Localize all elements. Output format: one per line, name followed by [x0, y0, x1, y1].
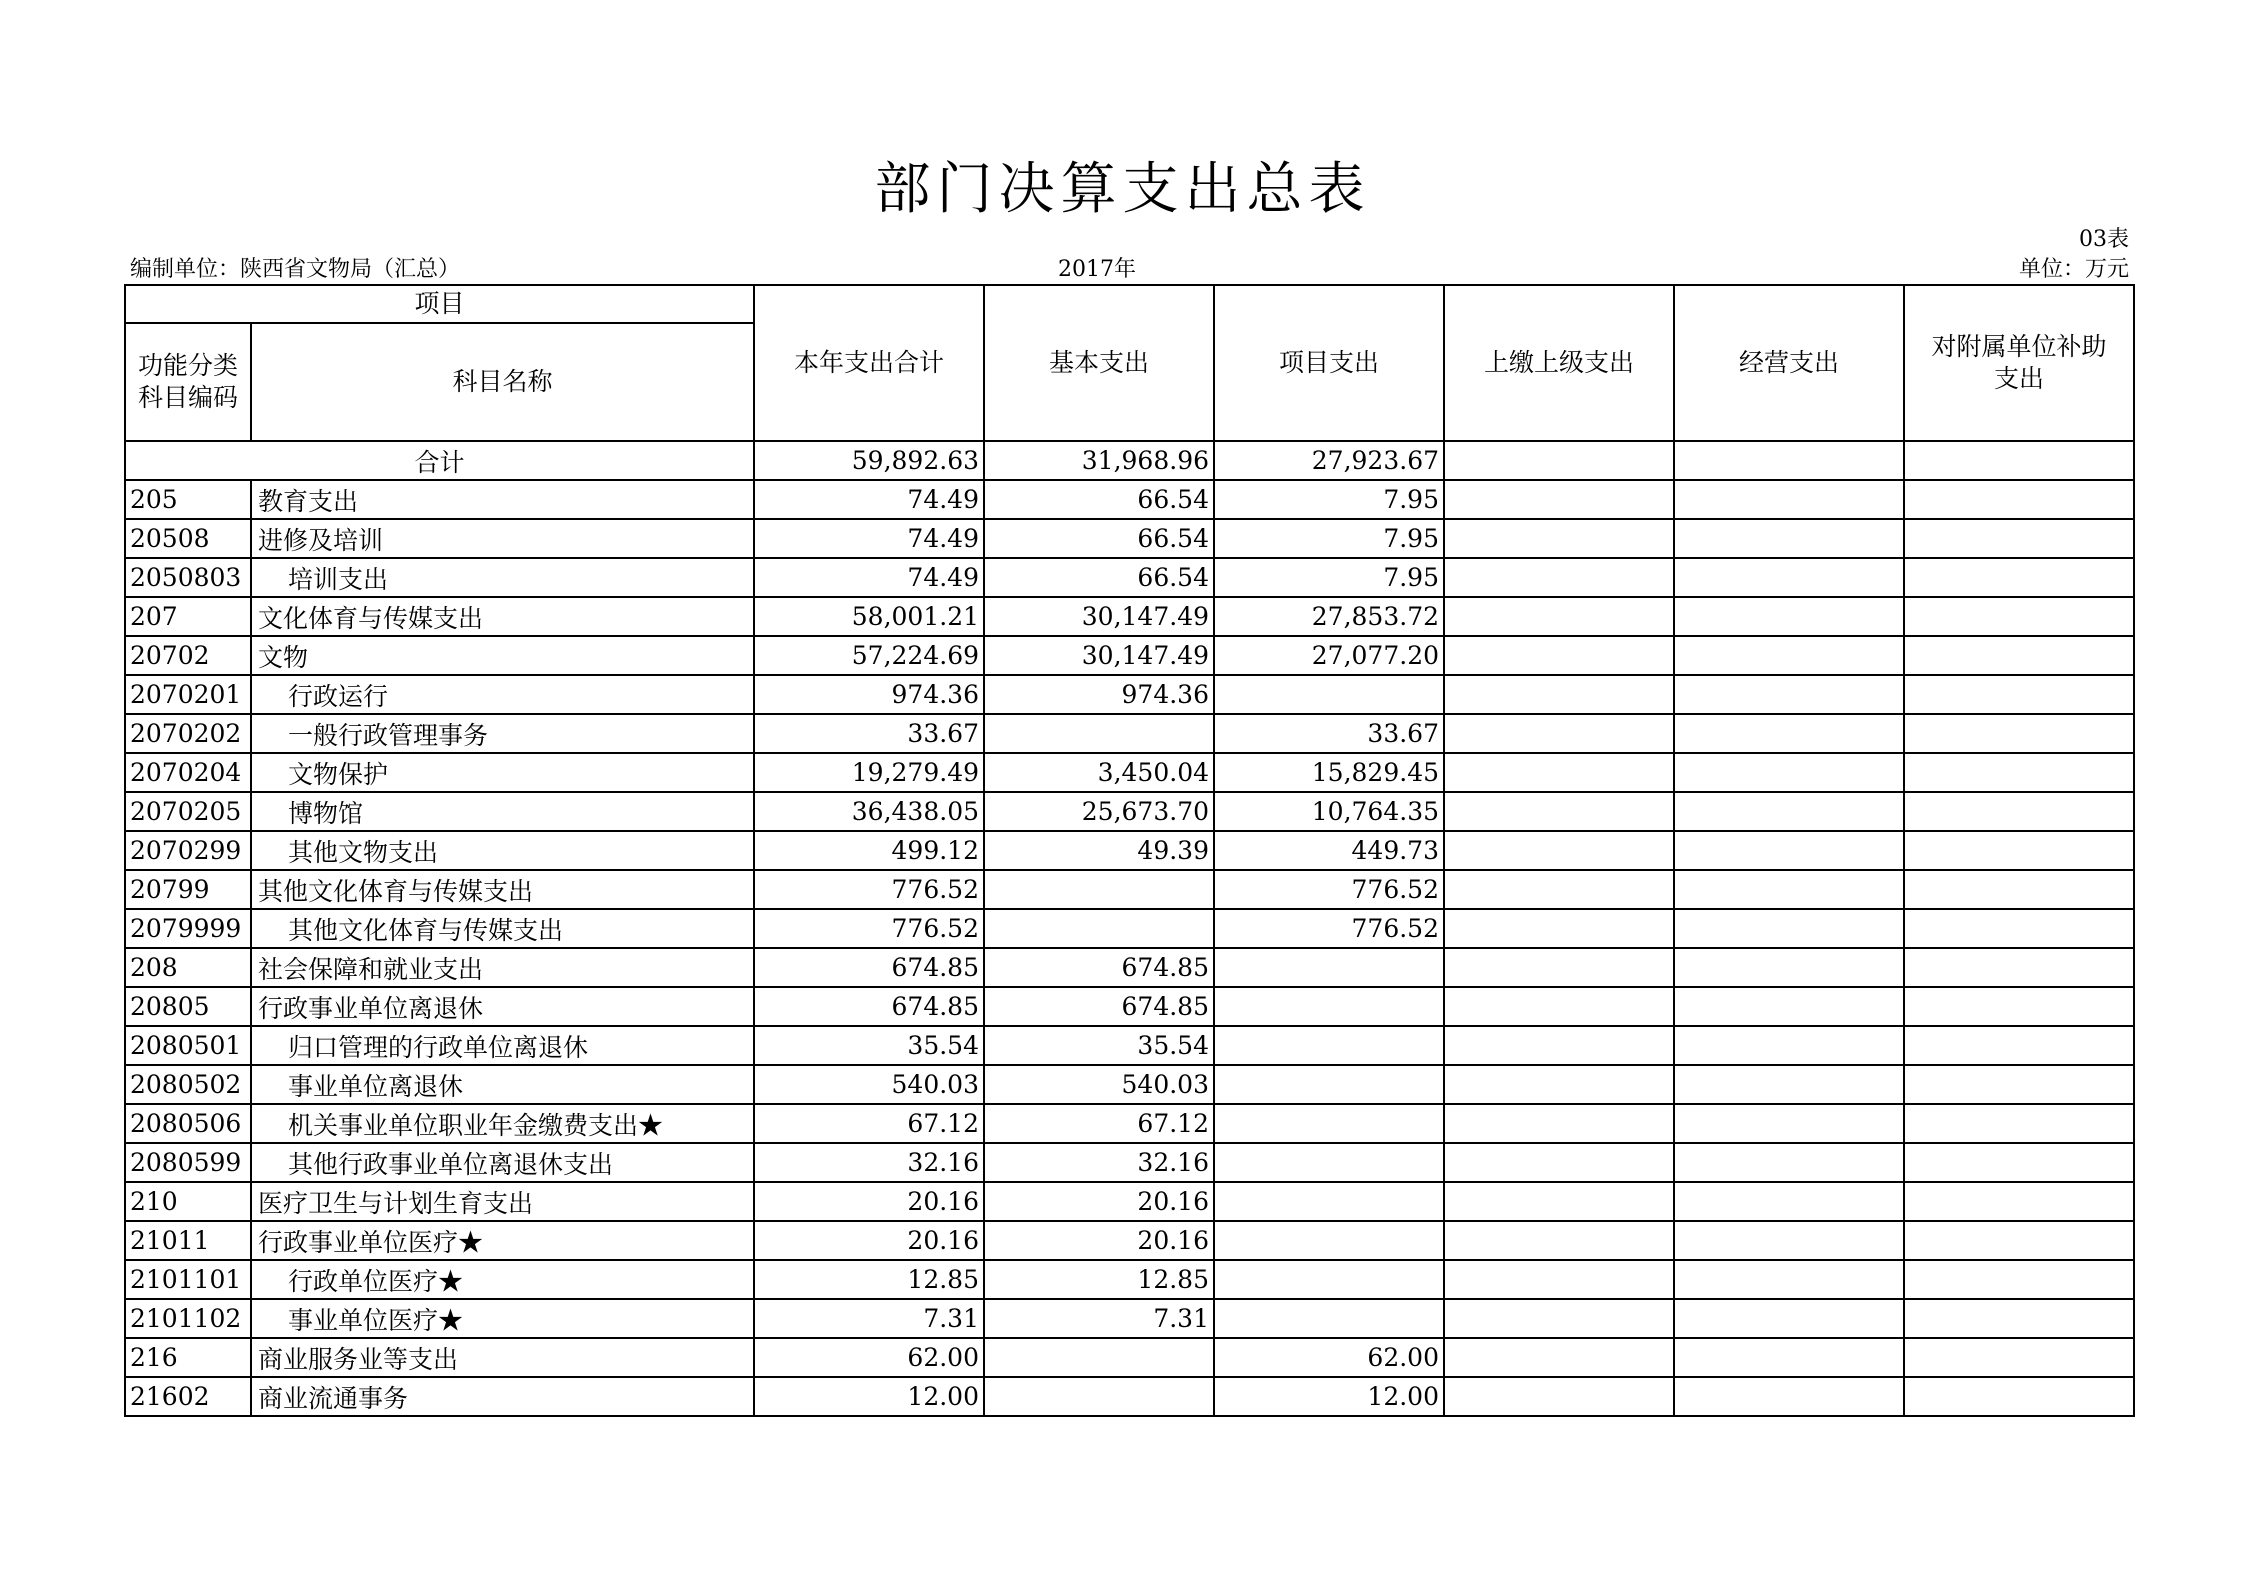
- row-project: 27,853.72: [1214, 597, 1444, 636]
- row-name: 其他文化体育与传媒支出: [251, 870, 754, 909]
- row-upper: [1444, 714, 1674, 753]
- row-code: 20799: [125, 870, 251, 909]
- row-project: 12.00: [1214, 1377, 1444, 1416]
- row-name: 教育支出: [251, 480, 754, 519]
- row-code: 2070201: [125, 675, 251, 714]
- row-project: [1214, 1143, 1444, 1182]
- row-business: [1674, 1143, 1904, 1182]
- row-total: 974.36: [754, 675, 984, 714]
- header-basic: 基本支出: [984, 285, 1214, 441]
- row-business: [1674, 1182, 1904, 1221]
- row-total: 67.12: [754, 1104, 984, 1143]
- header-name: 科目名称: [251, 323, 754, 441]
- row-basic: [984, 1377, 1214, 1416]
- table-row: [125, 831, 2134, 870]
- row-code: 2070202: [125, 714, 251, 753]
- row-business: [1674, 909, 1904, 948]
- table-row: [125, 1026, 2134, 1065]
- row-basic: 35.54: [984, 1026, 1214, 1065]
- row-subsidy: [1904, 1026, 2134, 1065]
- table-row: [125, 675, 2134, 714]
- row-name: 医疗卫生与计划生育支出: [251, 1182, 754, 1221]
- row-upper: [1444, 1377, 1674, 1416]
- table-row: [125, 792, 2134, 831]
- row-total: 776.52: [754, 870, 984, 909]
- row-business: [1674, 792, 1904, 831]
- row-total: 674.85: [754, 987, 984, 1026]
- row-project: 449.73: [1214, 831, 1444, 870]
- row-upper: [1444, 948, 1674, 987]
- row-subsidy: [1904, 948, 2134, 987]
- row-business: [1674, 753, 1904, 792]
- row-upper: [1444, 987, 1674, 1026]
- row-total: 35.54: [754, 1026, 984, 1065]
- row-subsidy: [1904, 753, 2134, 792]
- row-name: 商业服务业等支出: [251, 1338, 754, 1377]
- row-project: [1214, 948, 1444, 987]
- row-upper: [1444, 1260, 1674, 1299]
- row-basic: [984, 1338, 1214, 1377]
- row-project: [1214, 675, 1444, 714]
- row-total: 20.16: [754, 1221, 984, 1260]
- table-row: [125, 1299, 2134, 1338]
- row-subsidy: [1904, 792, 2134, 831]
- row-project: [1214, 1065, 1444, 1104]
- row-code: 2070299: [125, 831, 251, 870]
- row-business: [1674, 1377, 1904, 1416]
- row-basic: 12.85: [984, 1260, 1214, 1299]
- row-upper: [1444, 597, 1674, 636]
- row-basic: 30,147.49: [984, 597, 1214, 636]
- row-total: 776.52: [754, 909, 984, 948]
- table-row: [125, 1221, 2134, 1260]
- row-project: [1214, 1026, 1444, 1065]
- header-code-line1: 功能分类: [137, 351, 238, 380]
- row-code: 210: [125, 1182, 251, 1221]
- row-name: 行政事业单位离退休: [251, 987, 754, 1026]
- row-project: 15,829.45: [1214, 753, 1444, 792]
- row-business: [1674, 675, 1904, 714]
- header-upper-level: 上缴上级支出: [1444, 285, 1674, 441]
- table-row: [125, 1338, 2134, 1377]
- row-total: 74.49: [754, 480, 984, 519]
- row-name: 事业单位离退休: [251, 1065, 754, 1104]
- row-upper: [1444, 1338, 1674, 1377]
- row-project: 7.95: [1214, 519, 1444, 558]
- row-upper: [1444, 1026, 1674, 1065]
- row-name: 社会保障和就业支出: [251, 948, 754, 987]
- row-upper: [1444, 675, 1674, 714]
- page-title: 部门决算支出总表: [874, 157, 1371, 222]
- row-total: 57,224.69: [754, 636, 984, 675]
- row-name: 其他行政事业单位离退休支出: [251, 1143, 754, 1182]
- row-subsidy: [1904, 597, 2134, 636]
- table-row: [125, 558, 2134, 597]
- row-code: 21011: [125, 1221, 251, 1260]
- row-basic: 66.54: [984, 480, 1214, 519]
- row-basic: 66.54: [984, 558, 1214, 597]
- row-basic: 25,673.70: [984, 792, 1214, 831]
- row-total: 20.16: [754, 1182, 984, 1221]
- row-code: 2079999: [125, 909, 251, 948]
- row-total: 32.16: [754, 1143, 984, 1182]
- row-basic: 20.16: [984, 1182, 1214, 1221]
- row-subsidy: [1904, 909, 2134, 948]
- row-name: 培训支出: [251, 558, 754, 597]
- row-name: 商业流通事务: [251, 1377, 754, 1416]
- row-code: 2080501: [125, 1026, 251, 1065]
- total-project: 27,923.67: [1214, 441, 1444, 480]
- row-code: 2101102: [125, 1299, 251, 1338]
- row-subsidy: [1904, 1260, 2134, 1299]
- row-name: 行政事业单位医疗★: [251, 1221, 754, 1260]
- row-basic: [984, 714, 1214, 753]
- header-code: [125, 323, 251, 441]
- row-upper: [1444, 792, 1674, 831]
- row-code: 2050803: [125, 558, 251, 597]
- row-subsidy: [1904, 1104, 2134, 1143]
- row-code: 21602: [125, 1377, 251, 1416]
- row-upper: [1444, 909, 1674, 948]
- row-upper: [1444, 636, 1674, 675]
- row-project: 7.95: [1214, 480, 1444, 519]
- row-subsidy: [1904, 675, 2134, 714]
- row-code: 207: [125, 597, 251, 636]
- table-row: [125, 714, 2134, 753]
- row-name: 行政单位医疗★: [251, 1260, 754, 1299]
- row-total: 674.85: [754, 948, 984, 987]
- row-total: 62.00: [754, 1338, 984, 1377]
- header-subsidy-line2: 支出: [1993, 364, 2044, 393]
- row-subsidy: [1904, 831, 2134, 870]
- expenditure-table: [124, 284, 2135, 1417]
- row-business: [1674, 480, 1904, 519]
- header-total: 本年支出合计: [754, 285, 984, 441]
- row-business: [1674, 1104, 1904, 1143]
- row-business: [1674, 1299, 1904, 1338]
- row-code: 20702: [125, 636, 251, 675]
- row-project: [1214, 987, 1444, 1026]
- row-basic: 67.12: [984, 1104, 1214, 1143]
- row-total: 499.12: [754, 831, 984, 870]
- row-code: 20508: [125, 519, 251, 558]
- row-upper: [1444, 753, 1674, 792]
- total-row: [125, 441, 2134, 480]
- row-upper: [1444, 870, 1674, 909]
- row-business: [1674, 636, 1904, 675]
- header-subsidy: [1904, 285, 2134, 441]
- row-project: 62.00: [1214, 1338, 1444, 1377]
- row-subsidy: [1904, 1143, 2134, 1182]
- row-subsidy: [1904, 870, 2134, 909]
- row-subsidy: [1904, 1221, 2134, 1260]
- total-sum: 59,892.63: [754, 441, 984, 480]
- table-row: [125, 1143, 2134, 1182]
- row-project: 33.67: [1214, 714, 1444, 753]
- reporting-unit: 编制单位：陕西省文物局（汇总）: [130, 257, 461, 282]
- row-basic: 674.85: [984, 948, 1214, 987]
- total-basic: 31,968.96: [984, 441, 1214, 480]
- row-code: 20805: [125, 987, 251, 1026]
- row-name: 行政运行: [251, 675, 754, 714]
- row-upper: [1444, 1065, 1674, 1104]
- row-project: 7.95: [1214, 558, 1444, 597]
- row-subsidy: [1904, 987, 2134, 1026]
- total-business: [1674, 441, 1904, 480]
- row-business: [1674, 987, 1904, 1026]
- row-code: 2080502: [125, 1065, 251, 1104]
- row-name: 文化体育与传媒支出: [251, 597, 754, 636]
- row-business: [1674, 1221, 1904, 1260]
- table-row: [125, 909, 2134, 948]
- table-row: [125, 987, 2134, 1026]
- row-total: 12.00: [754, 1377, 984, 1416]
- row-basic: 20.16: [984, 1221, 1214, 1260]
- row-basic: 540.03: [984, 1065, 1214, 1104]
- table-row: [125, 1260, 2134, 1299]
- table-row: [125, 480, 2134, 519]
- row-upper: [1444, 1221, 1674, 1260]
- row-business: [1674, 597, 1904, 636]
- row-code: 216: [125, 1338, 251, 1377]
- row-project: [1214, 1260, 1444, 1299]
- table-row: [125, 870, 2134, 909]
- header-subsidy-line1: 对附属单位补助: [1931, 332, 2107, 361]
- row-upper: [1444, 519, 1674, 558]
- row-project: [1214, 1104, 1444, 1143]
- row-business: [1674, 870, 1904, 909]
- row-total: 540.03: [754, 1065, 984, 1104]
- row-subsidy: [1904, 1299, 2134, 1338]
- row-business: [1674, 1026, 1904, 1065]
- row-upper: [1444, 558, 1674, 597]
- row-total: 74.49: [754, 558, 984, 597]
- row-basic: 49.39: [984, 831, 1214, 870]
- header-project-expenditure: 项目支出: [1214, 285, 1444, 441]
- row-total: 19,279.49: [754, 753, 984, 792]
- total-upper: [1444, 441, 1674, 480]
- row-name: 进修及培训: [251, 519, 754, 558]
- row-subsidy: [1904, 714, 2134, 753]
- row-name: 其他文化体育与传媒支出: [251, 909, 754, 948]
- currency-unit: 单位：万元: [2018, 257, 2129, 282]
- row-basic: 66.54: [984, 519, 1214, 558]
- table-row: [125, 519, 2134, 558]
- table-row: [125, 1065, 2134, 1104]
- row-name: 文物: [251, 636, 754, 675]
- row-total: 36,438.05: [754, 792, 984, 831]
- row-code: 205: [125, 480, 251, 519]
- row-subsidy: [1904, 1065, 2134, 1104]
- row-name: 博物馆: [251, 792, 754, 831]
- table-row: [125, 636, 2134, 675]
- table-row: [125, 1182, 2134, 1221]
- row-business: [1674, 1338, 1904, 1377]
- row-upper: [1444, 1143, 1674, 1182]
- row-subsidy: [1904, 1182, 2134, 1221]
- row-project: 27,077.20: [1214, 636, 1444, 675]
- row-subsidy: [1904, 480, 2134, 519]
- row-code: 2101101: [125, 1260, 251, 1299]
- row-name: 文物保护: [251, 753, 754, 792]
- row-basic: 7.31: [984, 1299, 1214, 1338]
- row-basic: [984, 870, 1214, 909]
- row-business: [1674, 519, 1904, 558]
- row-business: [1674, 1260, 1904, 1299]
- total-label: 合计: [125, 441, 754, 480]
- row-business: [1674, 714, 1904, 753]
- table-row: [125, 948, 2134, 987]
- form-number: 03表: [2079, 227, 2129, 252]
- row-subsidy: [1904, 636, 2134, 675]
- row-name: 一般行政管理事务: [251, 714, 754, 753]
- table-row: [125, 1377, 2134, 1416]
- row-total: 58,001.21: [754, 597, 984, 636]
- row-subsidy: [1904, 519, 2134, 558]
- row-upper: [1444, 480, 1674, 519]
- report-year: 2017年: [1058, 257, 1136, 282]
- row-basic: 32.16: [984, 1143, 1214, 1182]
- row-name: 其他文物支出: [251, 831, 754, 870]
- row-business: [1674, 1065, 1904, 1104]
- row-project: 776.52: [1214, 870, 1444, 909]
- row-basic: 974.36: [984, 675, 1214, 714]
- row-code: 2070205: [125, 792, 251, 831]
- row-total: 12.85: [754, 1260, 984, 1299]
- row-basic: 3,450.04: [984, 753, 1214, 792]
- row-subsidy: [1904, 558, 2134, 597]
- row-basic: [984, 909, 1214, 948]
- row-basic: 674.85: [984, 987, 1214, 1026]
- row-basic: 30,147.49: [984, 636, 1214, 675]
- row-business: [1674, 558, 1904, 597]
- row-name: 归口管理的行政单位离退休: [251, 1026, 754, 1065]
- row-project: 10,764.35: [1214, 792, 1444, 831]
- header-business: 经营支出: [1674, 285, 1904, 441]
- row-business: [1674, 948, 1904, 987]
- row-upper: [1444, 1104, 1674, 1143]
- table-row: [125, 1104, 2134, 1143]
- row-subsidy: [1904, 1377, 2134, 1416]
- row-name: 事业单位医疗★: [251, 1299, 754, 1338]
- row-project: [1214, 1299, 1444, 1338]
- row-business: [1674, 831, 1904, 870]
- row-total: 7.31: [754, 1299, 984, 1338]
- row-project: 776.52: [1214, 909, 1444, 948]
- header-project: 项目: [125, 285, 754, 323]
- row-upper: [1444, 831, 1674, 870]
- row-upper: [1444, 1182, 1674, 1221]
- row-total: 74.49: [754, 519, 984, 558]
- header-code-line2: 科目编码: [137, 383, 238, 412]
- table-row: [125, 753, 2134, 792]
- row-project: [1214, 1182, 1444, 1221]
- row-code: 208: [125, 948, 251, 987]
- table-row: [125, 597, 2134, 636]
- row-upper: [1444, 1299, 1674, 1338]
- row-code: 2080599: [125, 1143, 251, 1182]
- row-name: 机关事业单位职业年金缴费支出★: [251, 1104, 754, 1143]
- row-project: [1214, 1221, 1444, 1260]
- row-total: 33.67: [754, 714, 984, 753]
- row-subsidy: [1904, 1338, 2134, 1377]
- total-subsidy: [1904, 441, 2134, 480]
- row-code: 2070204: [125, 753, 251, 792]
- row-code: 2080506: [125, 1104, 251, 1143]
